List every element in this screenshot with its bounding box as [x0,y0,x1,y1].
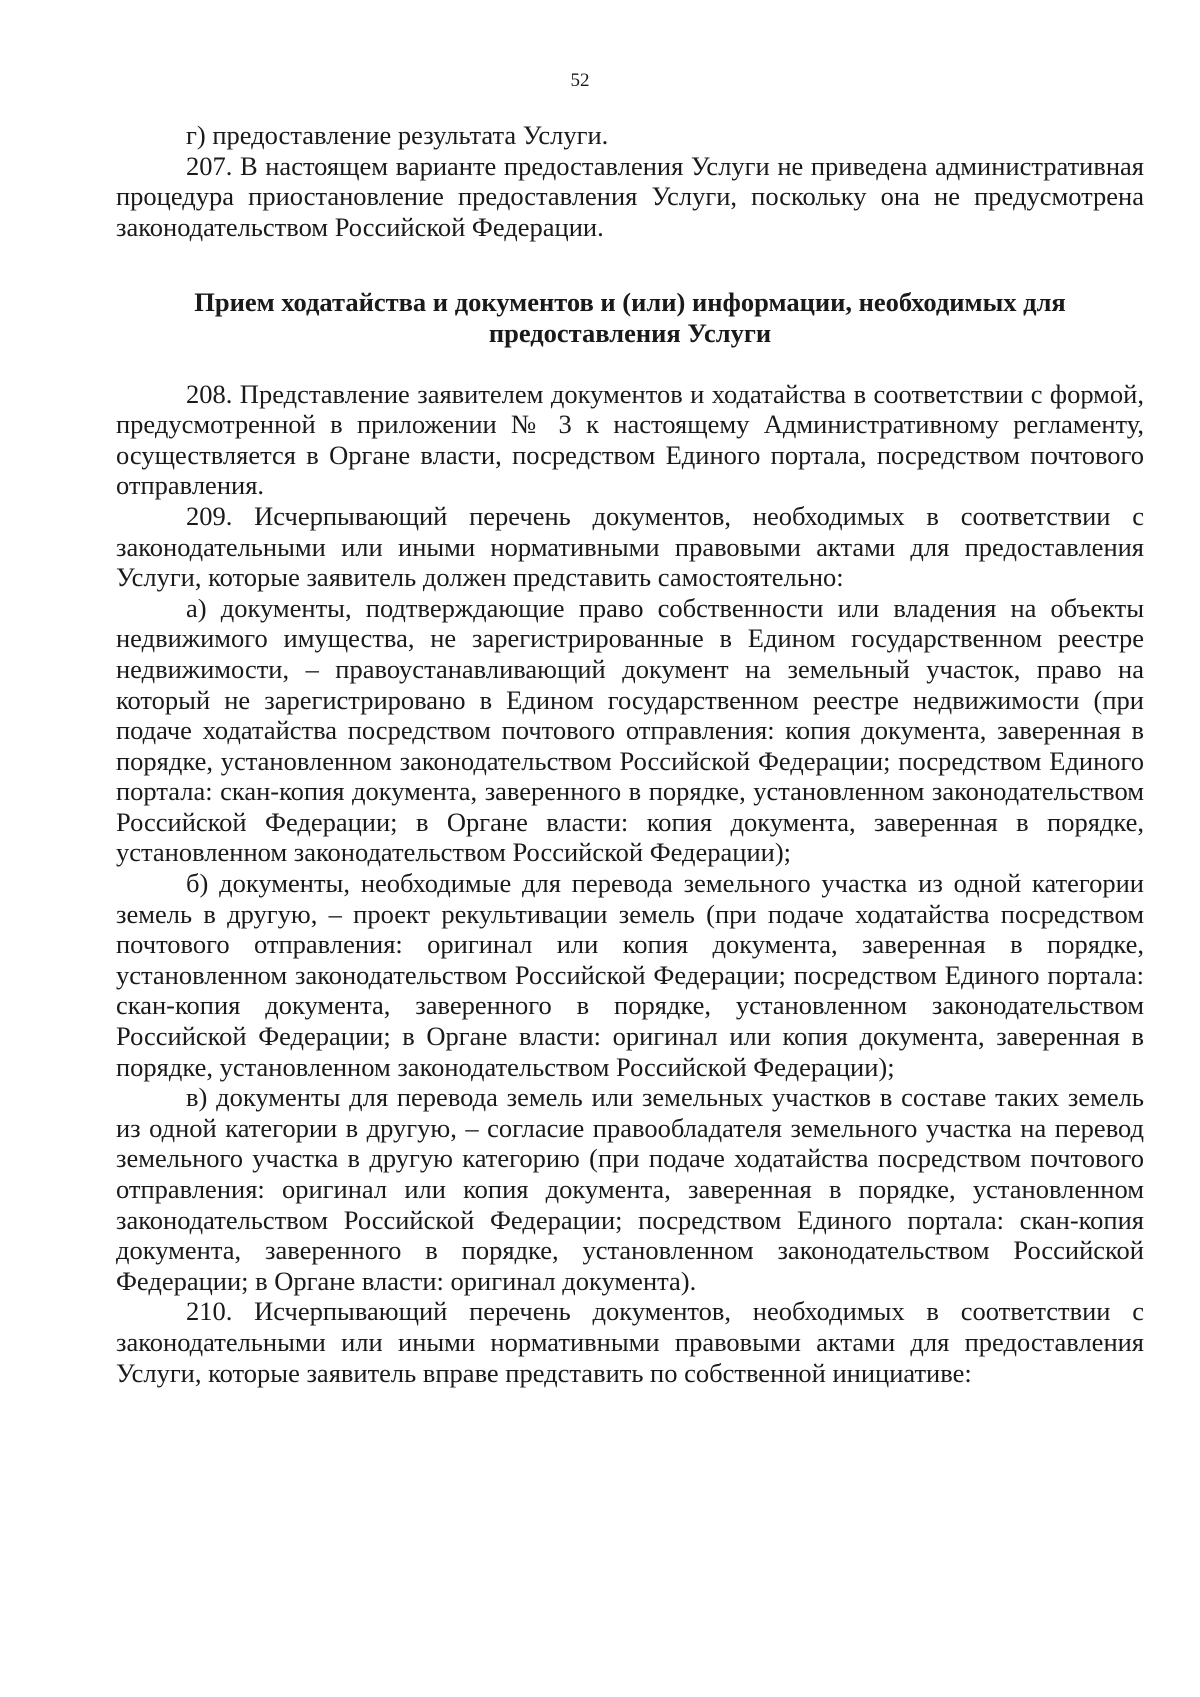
paragraph-item-g: г) предоставление результата Услуги. [186,120,609,150]
paragraph-210: 210. Исчерпывающий перечень документов, необходимых в соответствии с законодательными или иными нормативными правовыми актами для предоставления Услуги, которые заявитель вправе представить по собственной инициативе: [116,1296,1144,1388]
paragraph-208: 208. Представление заявителем документов и ходатайства в соответствии с формой, предусмотренной в приложении № 3 к настоящему Административному регламенту, осуществляется в Органе власти, посредством Единого портала, посредством почтового отправления. [116,378,1144,501]
paragraph-207: 207. В настоящем варианте предоставления Услуги не приведена административная процедура приостановление предоставления Услуги, поскольку она не предусмотрена законодательством Российской Федерации. [116,150,1144,242]
paragraph-209-item-v: в) документы для перевода земель или земельных участков в составе таких земель из одной категории в другую, – согласие правообладателя земельного участка на перевод земельного участка в другую категорию (при подаче ходатайства посредством почтового отправления: оригинал или копия документа, заверенная в порядке, установленном законодательством Российской Федерации; посредством Единого портала: скан-копия документа, заверенного в порядке, установленном законодательством Российской Федерации; в Органе власти: оригинал документа). [116,1082,1144,1296]
page-number: 52 [570,70,590,91]
document-body [116,120,1144,1388]
paragraph-209-item-a: а) документы, подтверждающие право собственности или владения на объекты недвижимого имущества, не зарегистрированные в Едином государственном реестре недвижимости, – правоустанавливающий документ на земельный участок, право на который не зарегистрировано в Едином государственном реестре недвижимости (при подаче ходатайства посредством почтового отправления: копия документа, заверенная в порядке, установленном законодательством Российской Федерации; посредством Единого портала: скан-копия документа, заверенного в порядке, установленном законодательством Российской Федерации; в Органе власти: копия документа, заверенная в порядке, установленном законодательством Российской Федерации); [116,592,1144,868]
paragraph-209-item-b: б) документы, необходимые для перевода земельного участка из одной категории земель в другую, – проект рекультивации земель (при подаче ходатайства посредством почтового отправления: оригинал или копия документа, заверенная в порядке, установленном законодательством Российской Федерации; посредством Единого портала: скан-копия документа, заверенного в порядке, установленном законодательством Российской Федерации; в Органе власти: оригинал или копия документа, заверенная в порядке, установленном законодательством Российской Федерации); [116,868,1144,1082]
section-heading: Прием ходатайства и документов и (или) информации, необходимых для предоставления Услуги [194,287,1066,348]
paragraph-209: 209. Исчерпывающий перечень документов, необходимых в соответствии с законодательными или иными нормативными правовыми актами для предоставления Услуги, которые заявитель должен представить самостоятельно: [116,500,1144,593]
